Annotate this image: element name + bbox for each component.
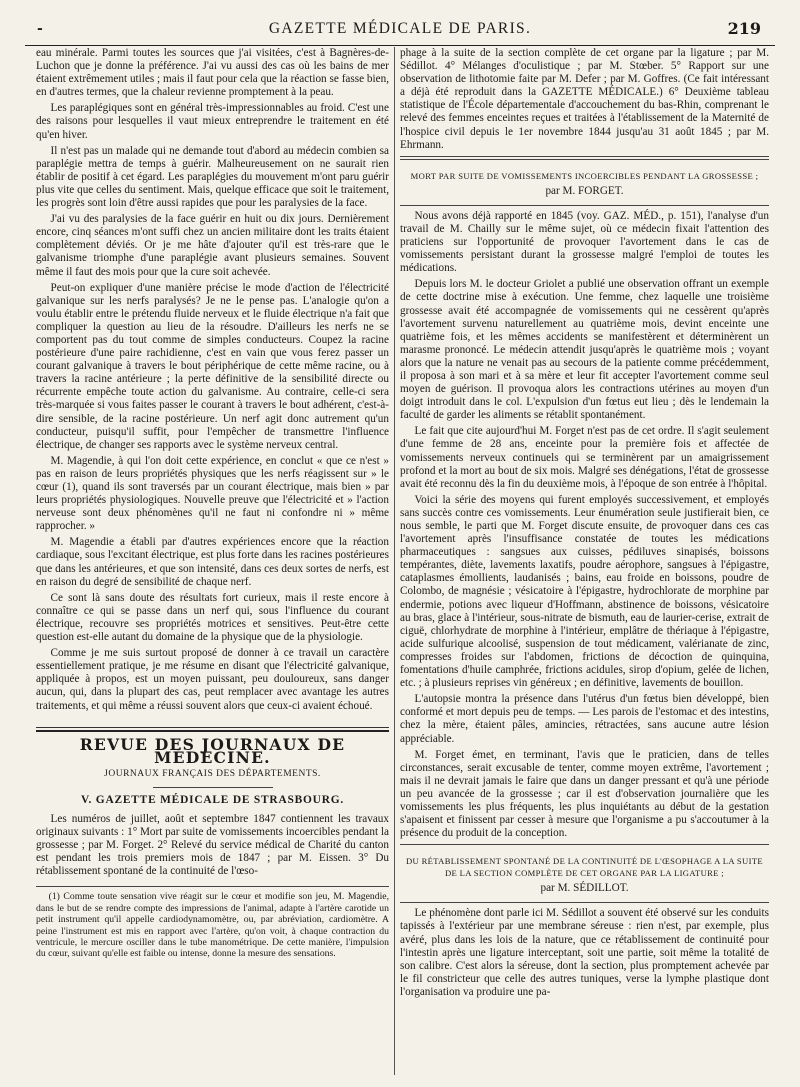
column-divider	[394, 47, 395, 1075]
section-rule	[400, 159, 769, 160]
paragraph: Depuis lors M. le docteur Griolet a publié une observation offrant un exemple de cette doctrine mise à exécution. Une femme, chez laquelle une troisième grossesse avait été accompagnée de vomissements qui ne cessèrent qu'après l'avortement survenu naturellement au quatrième mois, devint enceinte une quatrième fois, et les mêmes accidents se manifestèrent et déterminèrent un marasme prononcé. Le médecin attendit jusqu'après le quatrième mois ; voyant alors que la nature ne venait pas au secours de la patiente comme précédemment, il proposa à son mari et à sa mère et leur fit accepter l'avortement comme seul moyen de guérison. Il provoqua alors les contractions utérines au moyen d'un doigt introduit dans le col. L'expulsion d'un fœtus eut lieu ; dès le lendemain la faculté de garder les aliments se rétablit spontanément.	[400, 278, 769, 422]
footnote: (1) Comme toute sensation vive réagit sur le cœur et modifie son jeu, M. Magendie, dans le but de se rendre compte des impressions de l'animal, adapte à l'artère carotide un petit instrument qu'il appelle cardiodynamomètre, ou, par abréviation, cardiomètre. A peine l'instrument est mis en rapport avec l'artère, qu'on voit, à chaque contraction du ventricule, le mercure osciller dans le tube manométrique. De cette manière, l'impulsion du cœur, suivant qu'elle est faible ou intense, donne la mesure des sensations.	[36, 891, 389, 960]
paragraph: J'ai vu des paralysies de la face guérir en huit ou dix jours. Dernièrement encore, cinq séances m'ont suffi chez un ancien militaire dont les traits étaient complètement déviés. Or je me hâte d'ajouter qu'il est très-rare que le galvanisme triomphe d'une paraplégie avant plusieurs semaines. Souvent même il faut des mois pour que la cure soit achevée.	[36, 213, 389, 278]
paragraph: M. Magendie a établi par d'autres expériences encore que la réaction cardiaque, sous l'excitant électrique, est plus forte dans les racines postérieures que dans les antérieures, et que son intensité, dans ces deux sortes de nerfs, est en raison du degré de sensibilité de chaque nerf.	[36, 536, 389, 588]
article-byline: par M. SÉDILLOT.	[540, 882, 629, 895]
section-rule	[36, 727, 389, 728]
paragraph: M. Forget émet, en terminant, l'avis que le praticien, dans de telles circonstances, serait excusable de tenter, comme moyen extrême, l'avortement ; mais il ne devrait jamais le faire que dans un danger pressant et qu'à une période un peu avancée de la grossesse ; car il est d'observation journalière que les vomissements les plus fréquents, les plus inquiétants au début de la gestation s'apaisent et finissent par cesser à mesure que l'organisme a pu s'accoutumer à la présence du produit de la conception.	[400, 748, 769, 840]
revue-title: REVUE DES JOURNAUX DE MÉDECINE.	[79, 734, 346, 767]
section-rule	[400, 902, 769, 903]
article-heading: DU RÉTABLISSEMENT SPONTANÉ DE LA CONTINUITÉ DE L'ŒSOPHAGE A LA SUITE DE LA SECTION COMPLÈTE DE CET ORGANE PAR LA LIGATURE ;	[405, 856, 764, 879]
short-rule	[153, 787, 273, 788]
footnote-rule	[36, 886, 389, 887]
paragraph: Le fait que cite aujourd'hui M. Forget n'est pas de cet ordre. Il s'agit seulement d'une femme de 28 ans, enceinte pour la première fois et affectée de vomissements nerveux continuels qui se terminèrent par un amaigrissement profond et la mort au bout de six mois. Malgré ses dénégations, l'état de grossesse avait été reconnu dès la fin du deuxième mois, à l'époque de son entrée à l'hôpital.	[400, 425, 769, 490]
paragraph: L'autopsie montra la présence dans l'utérus d'un fœtus bien développé, bien conformé et mort depuis peu de temps. — Les parois de l'estomac et des intestins, chez la mère, étaient pâles, amincies, rétractées, sans aucune autre lésion appréciable.	[400, 693, 769, 745]
paragraph: phage à la suite de la section complète de cet organe par la ligature ; par M. Sédillot. 4° Mélanges d'oculistique ; par M. Stœber. 5° Rapport sur une observation de lithotomie faite par M. Defer ; par M. Goffres. (Ce fait intéressant a déjà été reproduit dans la GAZETTE MÉDICALE.) 6° Deuxième tableau statistique de l'École départementale d'accouchement du bas-Rhin, comprenant le relevé des femmes enceintes reçues et traitées à l'établissement de la Maternité de l'hospice civil depuis le 1er novembre 1844 jusqu'au 31 août 1845 ; par M. Ehrmann.	[400, 47, 769, 151]
article-heading: MORT PAR SUITE DE VOMISSEMENTS INCOERCIBLES PENDANT LA GROSSESSE ;	[410, 170, 759, 181]
paragraph: Les paraplégiques sont en général très-impressionnables au froid. C'est une des raisons pour lesquelles il vaut mieux entreprendre le traitement en été qu'en hiver.	[36, 102, 389, 141]
section-rule	[400, 844, 769, 845]
revue-subtitle: JOURNAUX FRANÇAIS DES DÉPARTEMENTS.	[104, 768, 321, 779]
page-number: 219	[727, 19, 761, 38]
header-rule	[25, 45, 775, 46]
article-byline: par M. FORGET.	[545, 184, 624, 197]
running-header	[25, 10, 775, 40]
journal-title: GAZETTE MÉDICALE DE PARIS.	[268, 20, 532, 37]
header-dash: -	[37, 21, 43, 37]
journal-heading: V. GAZETTE MÉDICALE DE STRASBOURG.	[80, 793, 345, 806]
paragraph: Comme je me suis surtout proposé de donner à ce travail un caractère essentiellement pratique, je me résume en disant que l'électricité galvanique, appliquée à propos, est un moyen puissant, peu douloureux, sans danger aucun, qui, dans la plupart des cas, peut remplacer avec avantage les autres traitements, et qui même a réussi souvent alors que ceux-ci avaient échoué.	[36, 647, 389, 712]
section-rule	[400, 156, 769, 157]
paragraph: Il n'est pas un malade qui ne demande tout d'abord au médecin combien sa paraplégie mettra de temps à guérir. Malheureusement on ne saurait rien établir de positif à cet égard. Les paraplégies du mouvement m'ont paru guérir plus vite que celles du sentiment. Mais, quelque efficace que soit le traitement, les progrès sont loin d'être aussi rapides que pour les paralysies de la face.	[36, 144, 389, 210]
section-rule	[400, 205, 769, 206]
paragraph: Les numéros de juillet, août et septembre 1847 contiennent les travaux originaux suivants : 1° Mort par suite de vomissements incoercibles pendant la grossesse ; par M. Forget. 2° Relevé du service médical de Charité du canton est pendant les trois premiers mois de 1847 ; par M. Eissen. 3° Du rétablissement spontané de la continuité de l'œso-	[36, 812, 389, 878]
paragraph: Ce sont là sans doute des résultats fort curieux, mais il reste encore à connaître ce qui se passe dans un nerf qui, sous l'influence du courant électrique, recouvre ses propriétés motrices et sensitives. Peut-être cette question est-elle autant du domaine de la physique que de la physiologie.	[36, 591, 389, 644]
paragraph: Nous avons déjà rapporté en 1845 (voy. GAZ. MÉD., p. 151), l'analyse d'un travail de M. Chailly sur le même sujet, où ce médecin fixait l'attention des praticiens sur l'opportunité de provoquer l'avortement dans le cas de vomissements persistant durant la grossesse malgré l'emploi de toutes les médications.	[400, 209, 769, 275]
section-rule	[36, 730, 389, 732]
right-column	[400, 47, 769, 1075]
paragraph: Peut-on expliquer d'une manière précise le mode d'action de l'électricité galvanique sur les nerfs paralysés? Je ne le pense pas. L'analogie qu'on a voulu établir entre le prétendu fluide nerveux et le fluide électrique n'a fait que compliquer la question au lieu de la résoudre. D'ailleurs les nerfs ne se comportent pas du tout comme de simples conducteurs. Coupez la racine postérieure d'une paire rachidienne, c'est en vain que vous ferez passer un courant galvanique à travers le bout périphérique de cette même racine, ou à travers la racine antérieure ; la perte définitive de la sensibilité directe ou récurrente empêche toute action du galvanisme. Au contraire, celle-ci sera très-marquée si vous faites passer le courant à travers le bout adhérent, c'est-à-dire sensible, de la racine postérieure. Un nerf agit donc autrement qu'un conducteur, puisqu'il suffit, pour l'empêcher de transmettre l'influence électrique, de changer ses rapports avec le système nerveux central.	[36, 281, 389, 451]
left-column	[36, 47, 389, 1075]
paragraph: Le phénomène dont parle ici M. Sédillot a souvent été observé sur les conduits tapissés à l'extérieur par une membrane séreuse : rien n'est, par exemple, plus avéré, plus dans les lois de la nature, que ce rétablissement de continuité pour l'intestin après une ligature interceptant, soit une partie, soit même la totalité de son calibre. C'est alors la séreuse, dont la section, plus promptement achevée par le fil constricteur que celle des autres tuniques, verse la lymphe plastique dont l'organisation va produire une pa-	[400, 907, 769, 998]
paragraph: eau minérale. Parmi toutes les sources que j'ai visitées, c'est à Bagnères-de-Luchon que je donne la préférence. J'ai vu aussi des cas où les bains de mer étaient extrêmement utiles ; mais il faut pour cela que la réaction se fasse bien, en d'autres termes, que la chaleur revienne promptement à la peau.	[36, 47, 389, 99]
magendie-quote: M. Magendie, à qui l'on doit cette expérience, en conclut « que ce n'est » pas en raison de leurs propriétés physiques que les nerfs réagissent sur » le cœur (1), quand ils sont traversés par un courant électrique, mais bien » par leurs propriétés physiologiques. Nouvelle preuve que l'électricité et » l'action nerveuse sont deux phénomènes qu'il ne faut ni confondre ni » même rapprocher. »	[36, 454, 389, 533]
paragraph: Voici la série des moyens qui furent employés successivement, et employés sans succès contre ces vomissements. Leur énumération seule justifierait bien, ce nous semble, le parti que M. Forget discute ensuite, de provoquer dans ces cas l'avortement après l'insuffisance constatée de toutes les médications pharmaceutiques : sangsues aux cuisses, pédiluves sinapisés, boissons tempérantes, diète, lavements laxatifs, poudre aérophore, sangsues à l'épigastre, cataplasmes émollients, laudanisés ; bains, eau froide en boissons, poudre de Colombo, de magnésie ; vésicatoire à l'épigastre, hydrochlorate de morphine par endermie, potions avec liqueur d'Hoffmann, abstinence de boissons, vésicatoire au bras, glace à l'intérieur, sous-nitrate de bismuth, eau de laurier-cerise, extrait de ciguë, chlorhydrate de morphine à l'intérieur, emplâtre de thériaque à l'épigastre, acide sulfurique alcoolisé, suspension de tout médicament, valérianate de zinc, compresses froides sur l'abdomen, frictions de décoction de quinquina, fomentations d'huile camphrée, frictions acidules, sirop d'opium, gelée de lichen, etc. ; à plusieurs reprises vin généreux ; en définitive, lavements de bouillon.	[400, 493, 769, 690]
